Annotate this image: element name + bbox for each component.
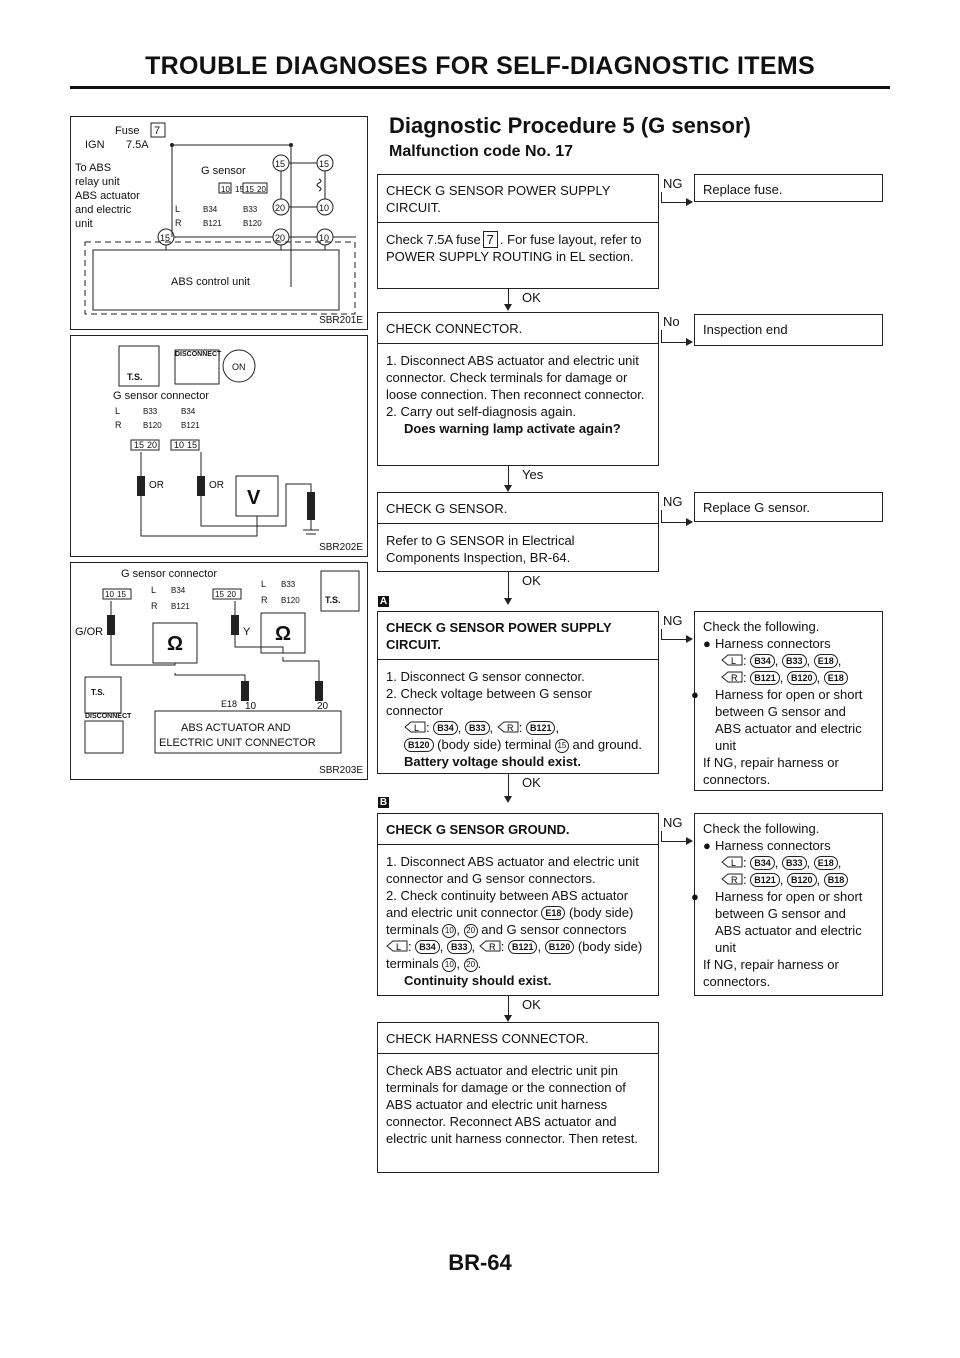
- connector-line: [661, 831, 662, 841]
- pin-15b: 15: [215, 590, 224, 599]
- conn-l-b34: B34: [203, 205, 218, 214]
- conn-r: R: [151, 601, 158, 611]
- step-5-branch-footer: If NG, repair harness or connectors.: [703, 957, 839, 989]
- fuse-label: Fuse: [115, 125, 140, 137]
- connector-r-icon: [721, 671, 743, 683]
- svg-text:L: L: [396, 942, 402, 952]
- figure-caption: SBR203E: [319, 765, 363, 776]
- to-abs-3: ABS actuator: [75, 190, 140, 202]
- ts-label: T.S.: [325, 595, 341, 605]
- step-4-and-ground: and ground.: [572, 737, 642, 752]
- page-header: TROUBLE DIAGNOSES FOR SELF-DIAGNOSTIC ITEMS: [145, 52, 815, 80]
- svg-text:L: L: [731, 858, 737, 868]
- chip-b34: B34: [415, 940, 440, 954]
- step-4-next-label: OK: [522, 775, 541, 790]
- connector-line: [661, 629, 662, 639]
- step-4-branch-title: Check the following.: [703, 619, 820, 634]
- conn-b34: B34: [181, 407, 196, 416]
- step-1-head: CHECK G SENSOR POWER SUPPLY CIRCUIT.: [378, 175, 658, 223]
- step-5-branch-chips-l: L : B34 , B33 , E18 ,: [703, 854, 874, 871]
- terminal-10: 10: [442, 958, 456, 972]
- voltmeter-icon: V: [247, 487, 261, 509]
- conn-b120: B120: [143, 421, 162, 430]
- connector-line: [508, 289, 509, 304]
- figure-voltage-check: [70, 335, 368, 557]
- step-4-item-1: 1. Disconnect G sensor connector.: [386, 669, 585, 684]
- connector-line: [508, 572, 509, 598]
- figure-wiring-diagram: [70, 116, 368, 330]
- disconnect-label: DISCONNECT: [175, 351, 222, 358]
- step-2-question: Does warning lamp activate again?: [404, 421, 621, 436]
- chip: E18: [814, 654, 838, 668]
- connector-line: [661, 330, 662, 342]
- step-4-branch-item-1: ● Harness connectors: [703, 636, 831, 651]
- step-3-branch-box: Replace G sensor.: [694, 492, 883, 522]
- wire-or-1: OR: [149, 480, 164, 491]
- chip: B120: [787, 873, 817, 887]
- chip-b120: B120: [545, 940, 575, 954]
- abs-control-label: ABS control unit: [171, 276, 250, 288]
- conn-r-letter: R: [175, 218, 182, 228]
- step-4-connectors: L : B34 , B33 , R : B121 ,: [386, 719, 650, 736]
- chip: B34: [750, 856, 775, 870]
- step-4-terminal: [386, 736, 650, 753]
- pin-15b: 15: [245, 185, 254, 194]
- chip: B34: [750, 654, 775, 668]
- svg-text:L: L: [414, 723, 420, 733]
- conn-r-b120: B120: [243, 219, 262, 228]
- svg-text:R: R: [731, 673, 738, 683]
- arrow-down-icon: [504, 796, 512, 803]
- pin-15b: 15: [187, 440, 198, 450]
- chip-b120: B120: [404, 738, 434, 752]
- node-20: 20: [275, 203, 286, 213]
- pin-10: 10: [105, 590, 114, 599]
- connector-r-icon: [497, 721, 519, 733]
- malfunction-code: Malfunction code No. 17: [389, 143, 574, 160]
- fuse-number-box: 7: [483, 231, 498, 248]
- connector-line: [661, 510, 662, 522]
- unit-connector-2: ELECTRIC UNIT CONNECTOR: [159, 737, 316, 749]
- step-5-branch-label: NG: [663, 815, 683, 830]
- step-2-next-label: Yes: [522, 467, 544, 482]
- ts-label: T.S.: [127, 372, 143, 382]
- pin-10: 10: [174, 440, 185, 450]
- conn-b121: B121: [171, 602, 190, 611]
- page-number: BR-64: [448, 1250, 512, 1275]
- conn-r-2: R: [261, 595, 268, 605]
- step-4-branch-label: NG: [663, 613, 683, 628]
- pin-10: 10: [221, 185, 230, 194]
- step-5-branch-title: Check the following.: [703, 821, 820, 836]
- chip: E18: [814, 856, 838, 870]
- pin-15: 15: [134, 440, 145, 450]
- conn-b33: B33: [143, 407, 158, 416]
- step-1-next-label: OK: [522, 290, 541, 305]
- step-2-item-1: 1. Disconnect ABS actuator and electric unit connector. Check terminals for damage or loose connection. Then reconnect connector.: [386, 353, 645, 402]
- connector-l-icon: [404, 721, 426, 733]
- arrow-right-icon: [686, 518, 693, 526]
- arrow-right-icon: [686, 338, 693, 346]
- conn-l-letter: L: [175, 204, 181, 214]
- e18-label: E18: [221, 699, 238, 709]
- chip: B121: [750, 671, 780, 685]
- node-15b: 15: [319, 159, 330, 169]
- pin-15: 15: [235, 185, 244, 194]
- conn-b120: B120: [281, 596, 300, 605]
- connector-line: [661, 342, 686, 343]
- chip-e18: E18: [541, 906, 565, 920]
- step-6-head: CHECK HARNESS CONNECTOR.: [378, 1023, 658, 1054]
- conn-l-2: L: [261, 579, 267, 589]
- step-4-body-side: (body side) terminal: [437, 737, 552, 752]
- node-10b: 10: [319, 233, 330, 243]
- step-5-item-2: 2. Check continuity between ABS actuator and electric unit connector E18 (body side) terminals 10 , 20 and G sensor connectors L : B34 , B33 , R : B121 , B120 (body side) terminals 10 , 20 .: [386, 888, 643, 971]
- terminal-20: 20: [464, 924, 478, 938]
- node-15c: 15: [160, 233, 171, 243]
- connector-line: [661, 202, 686, 203]
- conn-r-b121: B121: [203, 219, 222, 228]
- step-1-body: [378, 223, 658, 273]
- step-5-question: Continuity should exist.: [404, 973, 552, 988]
- step-4-branch-box: [691, 611, 883, 791]
- figure-caption: SBR201E: [319, 315, 363, 326]
- conn-l: L: [151, 585, 157, 595]
- step-2-branch-box: Inspection end: [694, 314, 883, 346]
- step-2-item-2: 2. Carry out self-diagnosis again.: [386, 404, 577, 419]
- chip: B121: [750, 873, 780, 887]
- connector-line: [508, 996, 509, 1015]
- arrow-right-icon: [686, 635, 693, 643]
- step-4-branch-footer: If NG, repair harness or connectors.: [703, 755, 839, 787]
- step-3-next-label: OK: [522, 573, 541, 588]
- svg-text:L: L: [731, 656, 737, 666]
- step-2-box: [377, 312, 659, 466]
- step-4-item-2: 2. Check voltage between G sensor connector: [386, 686, 592, 718]
- connector-l-icon: [721, 856, 743, 868]
- step-5-next-label: OK: [522, 997, 541, 1012]
- chip: B33: [782, 654, 807, 668]
- ts-label-2: T.S.: [91, 688, 105, 697]
- chip-b33: B33: [447, 940, 472, 954]
- step-4-tag: A: [379, 596, 388, 607]
- step-5-branch-item-2: ● Harness for open or short between G sensor and ABS actuator and electric unit: [691, 889, 863, 955]
- connector-r-icon: [721, 873, 743, 885]
- arrow-down-icon: [504, 485, 512, 492]
- ign-label: IGN: [85, 139, 105, 151]
- step-5-branch-item-1: ● Harness connectors: [703, 838, 831, 853]
- connector-line: [661, 639, 686, 640]
- step-4-box: [377, 611, 659, 774]
- step-5-branch-chips-r: R : B121 , B120 , B18: [703, 871, 874, 888]
- step-3-body: Refer to G SENSOR in Electrical Components Inspection, BR-64.: [386, 533, 575, 565]
- to-abs-2: relay unit: [75, 176, 120, 188]
- chip-b121: B121: [526, 721, 556, 735]
- arrow-down-icon: [504, 304, 512, 311]
- step-3-branch-label: NG: [663, 494, 683, 509]
- step-3-box: [377, 492, 659, 572]
- step-5-box: [377, 813, 659, 996]
- connector-r-icon: [479, 940, 501, 952]
- g-sensor-label: G sensor: [201, 165, 246, 177]
- unit-connector-1: ABS ACTUATOR AND: [181, 722, 291, 734]
- terminal-20: 20: [464, 958, 478, 972]
- chip-b34: B34: [433, 721, 458, 735]
- connector-l-icon: [386, 940, 408, 952]
- step-1-body-a: Check 7.5A fuse: [386, 232, 481, 247]
- svg-text:R: R: [506, 723, 514, 733]
- chip-b33: B33: [465, 721, 490, 735]
- step-4-branch-chips-l: L : B34 , B33 , E18 ,: [703, 652, 874, 669]
- step-1-branch-box: Replace fuse.: [694, 174, 883, 202]
- connector-l-icon: [721, 654, 743, 666]
- pin-15: 15: [117, 590, 126, 599]
- disconnect-label: DISCONNECT: [85, 713, 132, 720]
- step-4-head: CHECK G SENSOR POWER SUPPLY CIRCUIT.: [378, 612, 658, 660]
- node-15a: 15: [275, 159, 286, 169]
- to-abs-4: and electric: [75, 204, 132, 216]
- arrow-right-icon: [686, 837, 693, 845]
- connector-line: [661, 192, 662, 202]
- arrow-down-icon: [504, 1015, 512, 1022]
- connector-line: [508, 466, 509, 485]
- step-5-branch-box: [691, 813, 883, 996]
- chip: E18: [824, 671, 848, 685]
- step-6-body: Check ABS actuator and electric unit pin terminals for damage or the connection of ABS actuator and electric unit harness connector. Reconnect ABS actuator and electric unit harness connector. Then retest.: [386, 1063, 638, 1146]
- terminal-15: 15: [555, 739, 569, 753]
- on-label: ON: [232, 362, 246, 372]
- header-rule: [70, 86, 890, 89]
- g-sensor-connector-label: G sensor connector: [121, 568, 217, 580]
- pin-20: 20: [227, 590, 236, 599]
- step-1-box: [377, 174, 659, 289]
- step-4-body: [378, 660, 658, 778]
- step-3-head: CHECK G SENSOR.: [378, 493, 658, 524]
- arrow-right-icon: [686, 198, 693, 206]
- procedure-title: Diagnostic Procedure 5 (G sensor): [389, 113, 751, 138]
- chip: B18: [824, 873, 849, 887]
- chip: B120: [787, 671, 817, 685]
- ohmmeter-icon-2: Ω: [275, 623, 292, 645]
- connector-line: [508, 774, 509, 796]
- connector-line: [661, 522, 686, 523]
- step-5-body: [378, 845, 658, 997]
- arrow-down-icon: [504, 598, 512, 605]
- step-6-box: [377, 1022, 659, 1173]
- figure-caption: SBR202E: [319, 542, 363, 553]
- conn-b121: B121: [181, 421, 200, 430]
- connector-line: [661, 841, 686, 842]
- pin10-label: 10: [245, 701, 257, 712]
- node-10: 10: [319, 203, 330, 213]
- chip-b121: B121: [508, 940, 538, 954]
- conn-b34: B34: [171, 586, 186, 595]
- g-sensor-connector-label: G sensor connector: [113, 390, 209, 402]
- conn-b33: B33: [281, 580, 296, 589]
- wire-y: Y: [243, 626, 251, 638]
- pin-20: 20: [147, 440, 158, 450]
- wire-or-2: OR: [209, 480, 224, 491]
- amp-label: 7.5A: [126, 139, 149, 151]
- step-5-item-1: 1. Disconnect ABS actuator and electric unit connector and G sensor connectors.: [386, 854, 639, 886]
- fuse-number: 7: [154, 125, 161, 137]
- conn-l-b33: B33: [243, 205, 258, 214]
- conn-r: R: [115, 420, 122, 430]
- step-1-body-b: . For fuse layout, refer to POWER SUPPLY ROUTING in EL section.: [386, 232, 642, 264]
- conn-l: L: [115, 406, 121, 416]
- step-2-branch-label: No: [663, 314, 680, 329]
- terminal-10: 10: [442, 924, 456, 938]
- node-20b: 20: [275, 233, 286, 243]
- chip: B33: [782, 856, 807, 870]
- step-2-body: [378, 344, 658, 445]
- svg-text:R: R: [731, 875, 738, 885]
- to-abs-1: To ABS: [75, 162, 112, 174]
- wire-g-or: G/OR: [75, 626, 104, 638]
- step-5-tag: B: [379, 797, 388, 808]
- to-abs-5: unit: [75, 218, 93, 230]
- figure-continuity-check: [70, 562, 368, 780]
- step-5-head: CHECK G SENSOR GROUND.: [378, 814, 658, 845]
- step-4-branch-item-2: ● Harness for open or short between G sensor and ABS actuator and electric unit: [691, 687, 863, 753]
- svg-text:R: R: [488, 942, 496, 952]
- pin-20: 20: [257, 185, 266, 194]
- step-4-question: Battery voltage should exist.: [404, 754, 581, 769]
- step-2-head: CHECK CONNECTOR.: [378, 313, 658, 344]
- ohmmeter-icon: Ω: [167, 633, 184, 655]
- step-4-branch-chips-r: R : B121 , B120 , E18: [703, 669, 874, 686]
- step-1-branch-label: NG: [663, 176, 683, 191]
- pin20-label: 20: [317, 701, 329, 712]
